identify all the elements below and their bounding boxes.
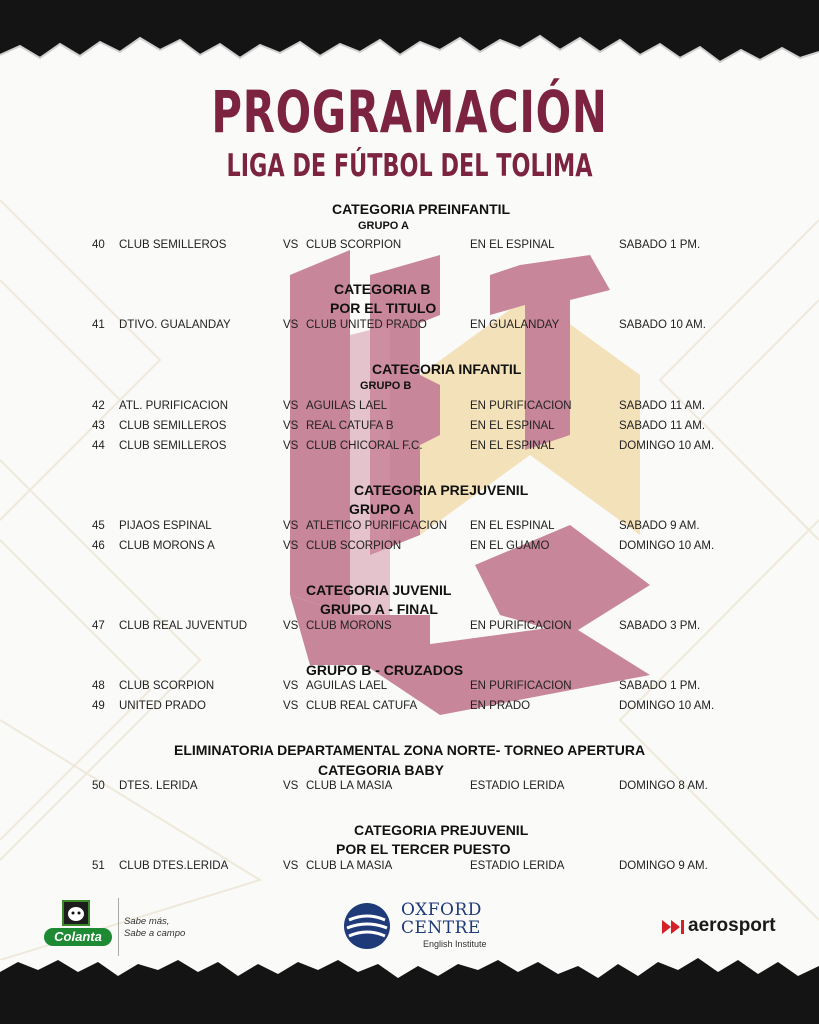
category-label-baby: CATEGORIA BABY	[318, 762, 444, 778]
away-team: CLUB MORONS	[306, 620, 392, 632]
home-team: CLUB SEMILLEROS	[119, 239, 227, 251]
match-time: SABADO 1 PM.	[619, 680, 701, 692]
match-time: DOMINGO 10 AM.	[619, 540, 715, 552]
section-subheading-tercer-puesto: POR EL TERCER PUESTO	[336, 841, 511, 857]
section-heading-preinfantil: CATEGORIA PREINFANTIL	[332, 201, 511, 217]
match-row	[0, 700, 819, 716]
match-number: 43	[92, 420, 105, 432]
section-heading-prejuvenil-tercer: CATEGORIA PREJUVENIL	[354, 822, 529, 838]
torn-paper-top	[0, 0, 819, 80]
away-team: AGUILAS LAEL	[306, 680, 388, 692]
colanta-tagline-2: Sabe a campo	[124, 928, 186, 939]
venue: EN PRADO	[470, 700, 531, 712]
match-row	[0, 680, 819, 696]
match-time: SABADO 1 PM.	[619, 239, 701, 251]
match-time: SABADO 3 PM.	[619, 620, 701, 632]
home-team: ATL. PURIFICACION	[119, 400, 229, 412]
venue: EN GUALANDAY	[470, 319, 560, 331]
match-number: 49	[92, 700, 105, 712]
section-heading-categoria-b: CATEGORIA B	[334, 281, 431, 297]
match-time: DOMINGO 10 AM.	[619, 700, 715, 712]
match-number: 44	[92, 440, 105, 452]
match-number: 41	[92, 319, 105, 331]
away-team: CLUB LA MASIA	[306, 860, 393, 872]
match-time: DOMINGO 9 AM.	[619, 860, 708, 872]
match-number: 46	[92, 540, 105, 552]
colanta-logo: Colanta	[44, 928, 112, 946]
match-number: 40	[92, 239, 105, 251]
section-heading-juvenil: CATEGORIA JUVENIL	[306, 582, 452, 598]
match-row	[0, 860, 819, 876]
torn-paper-bottom	[0, 954, 819, 1024]
sponsor-colanta	[44, 898, 194, 958]
home-team: DTES. LERIDA	[119, 780, 198, 792]
vs-label: VS	[283, 400, 299, 412]
vs-label: VS	[283, 700, 299, 712]
match-row	[0, 520, 819, 536]
cow-icon	[62, 900, 90, 926]
away-team: CLUB SCORPION	[306, 540, 402, 552]
venue: EN PURIFICACION	[470, 620, 572, 632]
away-team: AGUILAS LAEL	[306, 400, 388, 412]
home-team: DTIVO. GUALANDAY	[119, 319, 231, 331]
page-title: PROGRAMACIÓN	[211, 78, 608, 146]
section-subheading-titulo: POR EL TITULO	[330, 300, 437, 316]
match-time: DOMINGO 8 AM.	[619, 780, 708, 792]
oxford-line2: CENTRE	[401, 918, 481, 938]
home-team: CLUB REAL JUVENTUD	[119, 620, 248, 632]
venue: ESTADIO LERIDA	[470, 860, 565, 872]
sponsor-aerosport	[662, 915, 792, 939]
vs-label: VS	[283, 620, 299, 632]
match-number: 50	[92, 780, 105, 792]
sponsor-oxford	[343, 898, 493, 956]
home-team: CLUB DTES.LERIDA	[119, 860, 229, 872]
match-number: 51	[92, 860, 105, 872]
home-team: CLUB SCORPION	[119, 680, 215, 692]
match-time: SABADO 9 AM.	[619, 520, 700, 532]
globe-icon	[343, 902, 391, 950]
vs-label: VS	[283, 319, 299, 331]
away-team: CLUB REAL CATUFA	[306, 700, 418, 712]
aerosport-logo: aerosport	[688, 915, 776, 936]
section-heading-eliminatoria: ELIMINATORIA DEPARTAMENTAL ZONA NORTE- TORNEO APERTURA	[174, 742, 646, 758]
section-heading-infantil: CATEGORIA INFANTIL	[372, 361, 522, 377]
vs-label: VS	[283, 239, 299, 251]
vs-label: VS	[283, 420, 299, 432]
away-team: REAL CATUFA B	[306, 420, 394, 432]
match-row	[0, 780, 819, 796]
home-team: CLUB SEMILLEROS	[119, 440, 227, 452]
fast-forward-icon	[662, 920, 688, 934]
group-label-prejuvenil: GRUPO A	[349, 501, 414, 517]
match-time: DOMINGO 10 AM.	[619, 440, 715, 452]
away-team: CLUB UNITED PRADO	[306, 319, 427, 331]
match-number: 47	[92, 620, 105, 632]
match-row	[0, 440, 819, 456]
venue: EN EL ESPINAL	[470, 420, 555, 432]
page-subtitle: LIGA DE FÚTBOL DEL TOLIMA	[226, 148, 593, 184]
match-number: 45	[92, 520, 105, 532]
group-label-infantil: GRUPO B	[360, 380, 412, 392]
venue: EN PURIFICACION	[470, 400, 572, 412]
vs-label: VS	[283, 440, 299, 452]
oxford-line1: OXFORD	[401, 900, 482, 920]
match-row	[0, 319, 819, 335]
match-row	[0, 420, 819, 436]
divider	[118, 898, 119, 956]
match-time: SABADO 11 AM.	[619, 420, 706, 432]
vs-label: VS	[283, 680, 299, 692]
match-time: SABADO 11 AM.	[619, 400, 706, 412]
match-row	[0, 400, 819, 416]
home-team: UNITED PRADO	[119, 700, 206, 712]
colanta-tagline-1: Sabe más,	[124, 916, 170, 927]
group-label-juvenil-b: GRUPO B - CRUZADOS	[306, 662, 464, 678]
group-label-juvenil-a: GRUPO A - FINAL	[320, 601, 438, 617]
match-number: 48	[92, 680, 105, 692]
venue: EN PURIFICACION	[470, 680, 572, 692]
match-time: SABADO 10 AM.	[619, 319, 706, 331]
away-team: CLUB LA MASIA	[306, 780, 393, 792]
home-team: CLUB MORONS A	[119, 540, 215, 552]
venue: EN EL ESPINAL	[470, 520, 555, 532]
group-label-preinfantil: GRUPO A	[358, 220, 409, 232]
match-row	[0, 540, 819, 556]
vs-label: VS	[283, 860, 299, 872]
venue: EN EL ESPINAL	[470, 239, 555, 251]
vs-label: VS	[283, 780, 299, 792]
home-team: CLUB SEMILLEROS	[119, 420, 227, 432]
away-team: ATLETICO PURIFICACION	[306, 520, 447, 532]
venue: EN EL GUAMO	[470, 540, 550, 552]
match-row	[0, 620, 819, 636]
venue: ESTADIO LERIDA	[470, 780, 565, 792]
home-team: PIJAOS ESPINAL	[119, 520, 212, 532]
match-row	[0, 239, 819, 255]
section-heading-prejuvenil: CATEGORIA PREJUVENIL	[354, 482, 529, 498]
venue: EN EL ESPINAL	[470, 440, 555, 452]
oxford-line3: English Institute	[423, 939, 487, 949]
away-team: CLUB SCORPION	[306, 239, 402, 251]
away-team: CLUB CHICORAL F.C.	[306, 440, 423, 452]
vs-label: VS	[283, 520, 299, 532]
match-number: 42	[92, 400, 105, 412]
vs-label: VS	[283, 540, 299, 552]
